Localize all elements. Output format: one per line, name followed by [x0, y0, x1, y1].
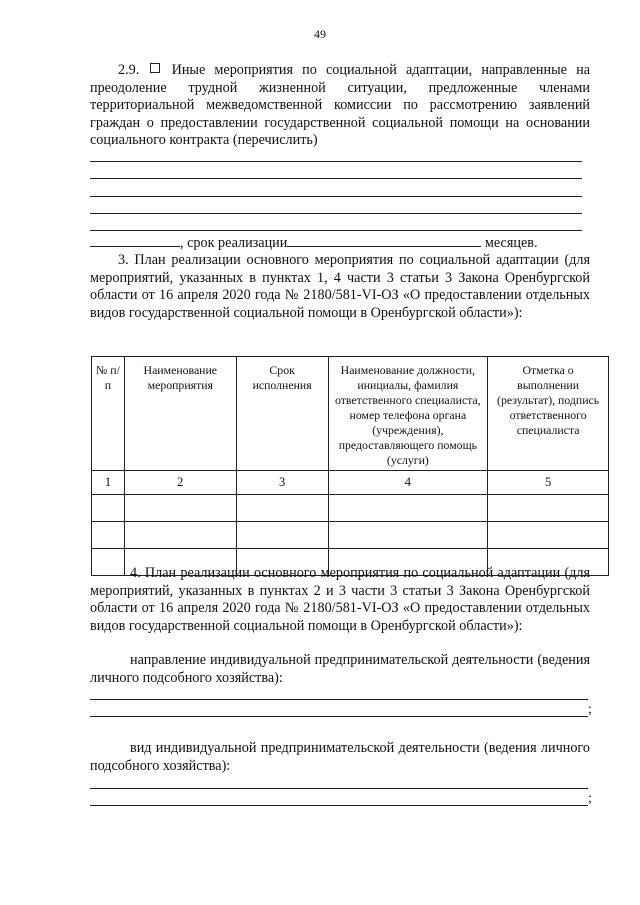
section-4-kind: вид индивидуальной предпринимательской деятельности (ведения личного подсобного хозяйства): [90, 740, 590, 774]
direction-blank-line-2[interactable] [90, 716, 588, 717]
term-blank-left[interactable] [90, 233, 180, 247]
section-2-9 [90, 62, 590, 150]
blank-line-1[interactable] [90, 161, 582, 162]
page-number: 49 [314, 27, 326, 41]
term-suffix: месяцев. [484, 235, 538, 251]
table-cell[interactable] [92, 522, 125, 549]
header-number: № п/п [92, 357, 125, 471]
table-cell[interactable] [92, 495, 125, 522]
kind-blank-line-2[interactable] [90, 805, 588, 806]
section-4-direction: направление индивидуальной предпринимательской деятельности (ведения личного подсобного хозяйства): [90, 652, 590, 686]
table-cell[interactable] [236, 495, 328, 522]
table-cell[interactable] [328, 495, 488, 522]
header-responsible: Наименование должности, инициалы, фамилия ответственного специалиста, номер телефона органа (учреждения), предоставляющего помощь (услуги) [328, 357, 488, 471]
blank-line-5[interactable] [90, 230, 582, 231]
term-line [90, 233, 590, 252]
table-row [92, 495, 609, 522]
table-cell[interactable] [236, 522, 328, 549]
column-number: 2 [124, 471, 236, 495]
table-cell[interactable] [488, 522, 609, 549]
table-column-numbers-row [92, 471, 609, 495]
plan-table [91, 356, 609, 576]
table-cell[interactable] [124, 495, 236, 522]
blank-line-4[interactable] [90, 213, 582, 214]
section-3: 3. План реализации основного мероприятия по социальной адаптации (для мероприятий, указанных в пунктах 1, 4 части 3 статьи 3 Закона Оренбургской области от 16 апреля 2020 года № 2180/581-VI-ОЗ «О предоставлении отдельных видов государственной социальной помощи в Оренбургской области»): [90, 252, 590, 321]
header-activity-name: Наименование мероприятия [124, 357, 236, 471]
term-blank-months[interactable] [287, 233, 481, 247]
table-header-row [92, 357, 609, 471]
header-deadline: Срок исполнения [236, 357, 328, 471]
column-number: 5 [488, 471, 609, 495]
table-cell[interactable] [124, 522, 236, 549]
column-number: 1 [92, 471, 125, 495]
term-separator: , срок реализации [180, 235, 288, 251]
kind-semicolon: ; [588, 791, 592, 806]
table-cell[interactable] [488, 495, 609, 522]
section-2-9-prefix: 2.9. [118, 62, 140, 78]
kind-blank-line-1[interactable] [90, 788, 588, 789]
blank-line-2[interactable] [90, 178, 582, 179]
checkbox-icon[interactable] [150, 63, 160, 73]
direction-blank-line-1[interactable] [90, 699, 588, 700]
section-2-9-text: Иные мероприятия по социальной адаптации, направленные на преодоление трудной жизненной ситуации, предложенные членами территориальной межведомственной комиссии по рассмотрению заявлений граждан о предоставлении государственной социальной помощи на основании социального контракта (перечислить) [90, 62, 590, 149]
table-cell[interactable] [328, 522, 488, 549]
blank-line-3[interactable] [90, 196, 582, 197]
section-4: 4. План реализации основного мероприятия по социальной адаптации (для мероприятий, указанных в пунктах 2 и 3 части 3 статьи 3 Закона Оренбургской области от 16 апреля 2020 года № 2180/581-VI-ОЗ «О предоставлении отдельных видов государственной социальной помощи в Оренбургской области»): [90, 565, 590, 634]
column-number: 4 [328, 471, 488, 495]
column-number: 3 [236, 471, 328, 495]
header-result-mark: Отметка о выполнении (результат), подпись ответственного специалиста [488, 357, 609, 471]
direction-semicolon: ; [588, 702, 592, 717]
table-row [92, 522, 609, 549]
